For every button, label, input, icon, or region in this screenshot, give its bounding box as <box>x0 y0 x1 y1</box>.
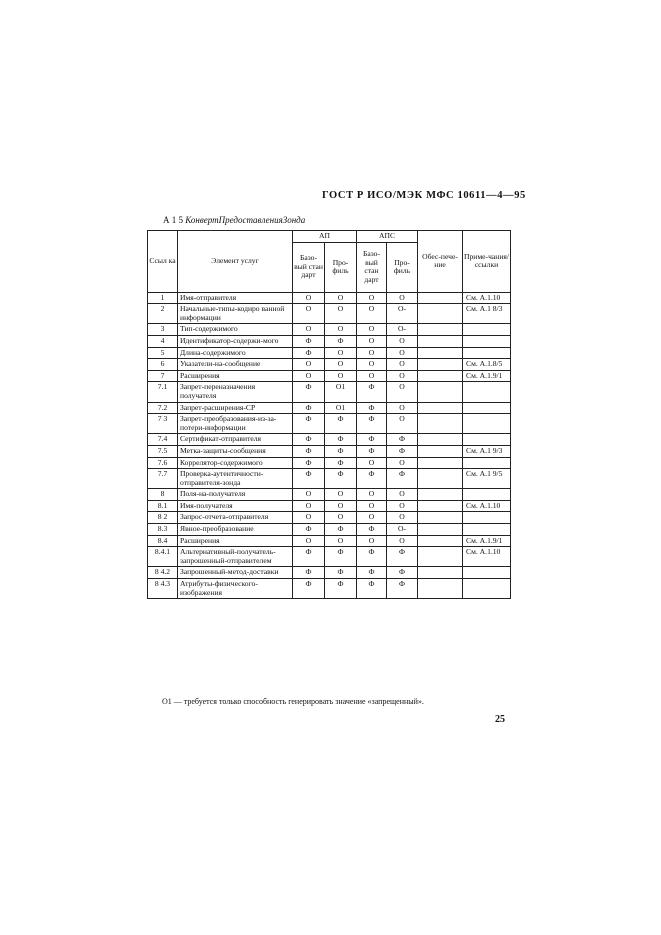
ref-cell: 8.4.1 <box>148 547 178 567</box>
table-row <box>148 512 511 524</box>
element-cell: Сертификат-отправителя <box>178 434 293 446</box>
element-cell: Длина-содержимого <box>178 347 293 359</box>
element-cell: Имя-получателя <box>178 500 293 512</box>
support-cell <box>418 567 463 579</box>
note-cell <box>463 347 511 359</box>
element-cell: Запрос-отчета-отправителя <box>178 512 293 524</box>
aps-profile-cell: О <box>387 359 418 371</box>
aps-base-cell: О <box>357 292 387 304</box>
table-row <box>148 335 511 347</box>
aps-profile-cell: О <box>387 500 418 512</box>
ref-cell: 8 4.2 <box>148 567 178 579</box>
ai-base-cell: Ф <box>293 524 325 536</box>
note-cell <box>463 414 511 434</box>
ref-cell: 7.4 <box>148 434 178 446</box>
table-row <box>148 489 511 501</box>
aps-base-cell: О <box>357 535 387 547</box>
support-cell <box>418 324 463 336</box>
aps-profile-cell: О- <box>387 304 418 324</box>
aps-profile-cell: О <box>387 335 418 347</box>
ai-profile-cell: Ф <box>325 434 357 446</box>
ai-profile-cell: О <box>325 359 357 371</box>
table-number: А 1 5 <box>163 215 183 225</box>
note-cell <box>463 457 511 469</box>
aps-profile-cell: Ф <box>387 434 418 446</box>
aps-base-cell: О <box>357 304 387 324</box>
ai-base-cell: О <box>293 359 325 371</box>
ai-base-cell: Ф <box>293 335 325 347</box>
element-cell: Коррелятор-содержимого <box>178 457 293 469</box>
ai-profile-cell: О <box>325 347 357 359</box>
ref-cell: 6 <box>148 359 178 371</box>
table-row <box>148 359 511 371</box>
ai-base-cell: Ф <box>293 457 325 469</box>
table-row <box>148 304 511 324</box>
note-cell: См. А.1.10 <box>463 500 511 512</box>
footnote: О1 — требуется только способность генерировать значение «запрещенный». <box>162 697 424 706</box>
ai-profile-cell: Ф <box>325 469 357 489</box>
page-number: 25 <box>495 714 505 725</box>
aps-profile-cell: О <box>387 347 418 359</box>
ai-base-cell: Ф <box>293 347 325 359</box>
aps-profile-cell: О- <box>387 524 418 536</box>
table-row <box>148 414 511 434</box>
support-cell <box>418 434 463 446</box>
aps-profile-cell: О <box>387 535 418 547</box>
ref-cell: 5 <box>148 347 178 359</box>
aps-base-cell: Ф <box>357 445 387 457</box>
support-cell <box>418 304 463 324</box>
aps-profile-cell: О <box>387 512 418 524</box>
support-cell <box>418 359 463 371</box>
aps-base-cell: О <box>357 335 387 347</box>
support-cell <box>418 414 463 434</box>
ref-cell: 7.6 <box>148 457 178 469</box>
note-cell: См. А.1.10 <box>463 292 511 304</box>
support-cell <box>418 512 463 524</box>
note-cell <box>463 512 511 524</box>
support-cell <box>418 335 463 347</box>
table-body <box>148 292 511 599</box>
table-row <box>148 370 511 382</box>
ai-profile-cell: О <box>325 512 357 524</box>
ref-cell: 8.1 <box>148 500 178 512</box>
support-cell <box>418 579 463 599</box>
ai-base-cell: Ф <box>293 434 325 446</box>
note-cell <box>463 434 511 446</box>
ai-base-cell: Ф <box>293 414 325 434</box>
support-cell <box>418 535 463 547</box>
element-cell: Указатели-на-сообщение <box>178 359 293 371</box>
table-row <box>148 292 511 304</box>
table-caption <box>163 215 305 225</box>
note-cell: См. А.1.10 <box>463 547 511 567</box>
ai-base-cell: О <box>293 489 325 501</box>
ai-profile-cell: О <box>325 535 357 547</box>
element-cell: Запрет-преобразования-из-за-потери-информации <box>178 414 293 434</box>
element-cell: Идентификатор-содержи-мого <box>178 335 293 347</box>
note-cell <box>463 524 511 536</box>
aps-base-cell: О <box>357 347 387 359</box>
element-cell: Имя-отправителя <box>178 292 293 304</box>
note-cell <box>463 382 511 402</box>
aps-profile-cell: О <box>387 402 418 414</box>
header-notes: Приме-чания/ ссылки <box>463 231 511 293</box>
element-cell: Явное-преобразование <box>178 524 293 536</box>
ai-profile-cell: Ф <box>325 547 357 567</box>
ai-base-cell: Ф <box>293 445 325 457</box>
header-support: Обес-пече-ние <box>418 231 463 293</box>
table-row <box>148 567 511 579</box>
header-aps-group: АПС <box>357 231 418 243</box>
ai-base-cell: О <box>293 324 325 336</box>
page-header: ГОСТ Р ИСО/МЭК МФС 10611—4—95 <box>322 190 526 201</box>
aps-base-cell: О <box>357 359 387 371</box>
note-cell: См. А.1 9/5 <box>463 469 511 489</box>
ref-cell: 7 3 <box>148 414 178 434</box>
aps-base-cell: Ф <box>357 382 387 402</box>
aps-profile-cell: О <box>387 457 418 469</box>
table-row <box>148 434 511 446</box>
note-cell <box>463 324 511 336</box>
ai-profile-cell: О <box>325 370 357 382</box>
note-cell <box>463 335 511 347</box>
support-cell <box>418 402 463 414</box>
ref-cell: 1 <box>148 292 178 304</box>
element-cell: Проверка-аутентичности-отправителя-зонда <box>178 469 293 489</box>
ai-profile-cell: О <box>325 489 357 501</box>
header-ai-profile: Про-филь <box>325 242 357 292</box>
aps-base-cell: Ф <box>357 547 387 567</box>
support-cell <box>418 370 463 382</box>
ai-profile-cell: Ф <box>325 335 357 347</box>
support-cell <box>418 469 463 489</box>
table-title: КонвертПредоставленияЗонда <box>185 215 306 225</box>
aps-base-cell: Ф <box>357 434 387 446</box>
note-cell: См. А.1.8/5 <box>463 359 511 371</box>
ref-cell: 7 <box>148 370 178 382</box>
table-row <box>148 445 511 457</box>
ai-base-cell: О <box>293 535 325 547</box>
ai-profile-cell: О1 <box>325 382 357 402</box>
aps-base-cell: О <box>357 370 387 382</box>
aps-profile-cell: Ф <box>387 547 418 567</box>
header-element: Элемент услуг <box>178 231 293 293</box>
ai-base-cell: О <box>293 512 325 524</box>
element-cell: Расширения <box>178 535 293 547</box>
ref-cell: 2 <box>148 304 178 324</box>
aps-base-cell: Ф <box>357 414 387 434</box>
support-cell <box>418 382 463 402</box>
ai-base-cell: Ф <box>293 547 325 567</box>
element-cell: Начальные-типы-кодиро ванной информации <box>178 304 293 324</box>
aps-base-cell: Ф <box>357 579 387 599</box>
aps-profile-cell: О <box>387 292 418 304</box>
note-cell: См. А.1 8/3 <box>463 304 511 324</box>
header-ai-base: Базо-вый стан дарт <box>293 242 325 292</box>
header-ai-group: АП <box>293 231 357 243</box>
note-cell <box>463 579 511 599</box>
aps-profile-cell: О- <box>387 324 418 336</box>
service-elements-table <box>147 230 511 599</box>
aps-profile-cell: О <box>387 382 418 402</box>
table-row <box>148 500 511 512</box>
table-row <box>148 324 511 336</box>
ai-profile-cell: О <box>325 500 357 512</box>
ai-base-cell: О <box>293 304 325 324</box>
note-cell: См. А.1 9/3 <box>463 445 511 457</box>
support-cell <box>418 524 463 536</box>
note-cell <box>463 489 511 501</box>
header-aps-base: Базо-вый стан дарт <box>357 242 387 292</box>
ai-profile-cell: О <box>325 304 357 324</box>
support-cell <box>418 445 463 457</box>
element-cell: Альтернативный-получатель-запрошенный-отправителем <box>178 547 293 567</box>
aps-base-cell: О <box>357 489 387 501</box>
ai-base-cell: О <box>293 292 325 304</box>
support-cell <box>418 292 463 304</box>
table-row <box>148 535 511 547</box>
aps-base-cell: Ф <box>357 402 387 414</box>
table-row <box>148 347 511 359</box>
note-cell <box>463 402 511 414</box>
table-row <box>148 524 511 536</box>
aps-profile-cell: О <box>387 414 418 434</box>
aps-base-cell: Ф <box>357 524 387 536</box>
aps-profile-cell: О <box>387 489 418 501</box>
header-ref: Ссыл ка <box>148 231 178 293</box>
ref-cell: 3 <box>148 324 178 336</box>
ref-cell: 7.2 <box>148 402 178 414</box>
ai-base-cell: Ф <box>293 469 325 489</box>
aps-base-cell: О <box>357 457 387 469</box>
support-cell <box>418 547 463 567</box>
ai-profile-cell: Ф <box>325 524 357 536</box>
aps-base-cell: О <box>357 512 387 524</box>
aps-profile-cell: Ф <box>387 469 418 489</box>
ai-profile-cell: О <box>325 292 357 304</box>
ai-base-cell: Ф <box>293 382 325 402</box>
element-cell: Запрошенный-метод-доставки <box>178 567 293 579</box>
table-row <box>148 579 511 599</box>
element-cell: Тип-содержимого <box>178 324 293 336</box>
element-cell: Запрет-переназначения получателя <box>178 382 293 402</box>
ai-profile-cell: Ф <box>325 457 357 469</box>
element-cell: Запрет-расширения-СР <box>178 402 293 414</box>
support-cell <box>418 500 463 512</box>
note-cell: См. А.1.9/1 <box>463 370 511 382</box>
aps-profile-cell: Ф <box>387 579 418 599</box>
ref-cell: 7.1 <box>148 382 178 402</box>
ref-cell: 7.5 <box>148 445 178 457</box>
ai-profile-cell: О <box>325 324 357 336</box>
support-cell <box>418 347 463 359</box>
note-cell: См. А.1.9/1 <box>463 535 511 547</box>
table-row <box>148 402 511 414</box>
element-cell: Атрибуты-физического-изображения <box>178 579 293 599</box>
ai-profile-cell: Ф <box>325 567 357 579</box>
aps-profile-cell: О <box>387 370 418 382</box>
ai-base-cell: Ф <box>293 402 325 414</box>
ref-cell: 8.3 <box>148 524 178 536</box>
aps-profile-cell: Ф <box>387 445 418 457</box>
aps-base-cell: О <box>357 500 387 512</box>
table-row <box>148 382 511 402</box>
table-row <box>148 469 511 489</box>
ai-base-cell: Ф <box>293 579 325 599</box>
aps-base-cell: Ф <box>357 469 387 489</box>
table-row <box>148 547 511 567</box>
ref-cell: 8 <box>148 489 178 501</box>
aps-base-cell: Ф <box>357 567 387 579</box>
element-cell: Расширения <box>178 370 293 382</box>
aps-profile-cell: Ф <box>387 567 418 579</box>
ref-cell: 7.7 <box>148 469 178 489</box>
ref-cell: 8.4 <box>148 535 178 547</box>
table-row <box>148 457 511 469</box>
ref-cell: 8 4.3 <box>148 579 178 599</box>
header-aps-profile: Про-филь <box>387 242 418 292</box>
support-cell <box>418 489 463 501</box>
ref-cell: 4 <box>148 335 178 347</box>
ai-profile-cell: Ф <box>325 579 357 599</box>
ai-profile-cell: Ф <box>325 414 357 434</box>
ai-profile-cell: Ф <box>325 445 357 457</box>
note-cell <box>463 567 511 579</box>
ai-base-cell: Ф <box>293 567 325 579</box>
ai-base-cell: О <box>293 370 325 382</box>
aps-base-cell: О <box>357 324 387 336</box>
ai-profile-cell: О1 <box>325 402 357 414</box>
element-cell: Поля-на-получателя <box>178 489 293 501</box>
ai-base-cell: О <box>293 500 325 512</box>
support-cell <box>418 457 463 469</box>
ref-cell: 8 2 <box>148 512 178 524</box>
element-cell: Метка-защиты-сообщения <box>178 445 293 457</box>
